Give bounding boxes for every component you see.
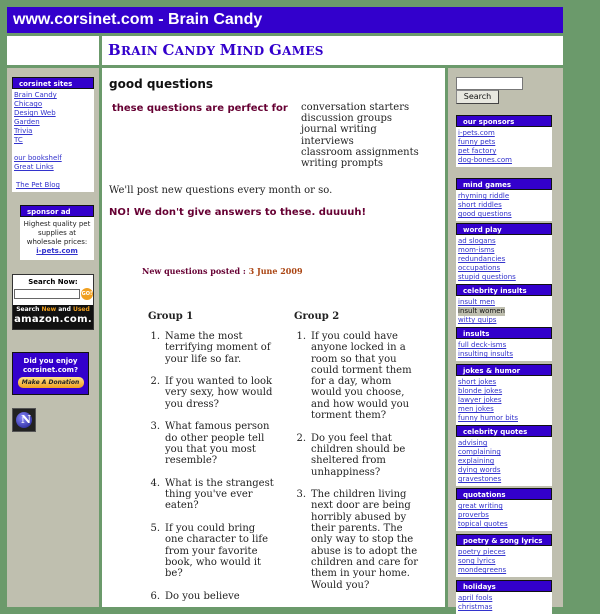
nav-link-pet-factory[interactable]: pet factory <box>458 147 497 155</box>
nav-link-full-deck-isms[interactable]: full deck-isms <box>458 341 507 349</box>
posted-date-line: New questions posted : 3 June 2009 <box>142 266 303 276</box>
nav-section-header: celebrity quotes <box>456 425 552 437</box>
nav-section-insults <box>456 327 552 361</box>
donation-box <box>12 352 89 395</box>
question-item: 5. If you could bring one character to life from your favorite book, who would it be? <box>150 523 269 580</box>
perfect-for-label: these questions are perfect for <box>112 103 288 114</box>
nav-link-good-questions[interactable]: good questions <box>458 210 512 218</box>
perfect-for-list <box>301 102 419 169</box>
nav-section-header: jokes & humor <box>456 364 552 376</box>
nav-link-funny-humor-bits[interactable]: funny humor bits <box>458 414 518 422</box>
nav-section-links <box>456 190 552 221</box>
nav-link-short-jokes[interactable]: short jokes <box>458 378 497 386</box>
amazon-search-input[interactable] <box>14 289 80 299</box>
nav-section-links <box>456 437 552 486</box>
nav-link-poetry-pieces[interactable]: poetry pieces <box>458 548 506 556</box>
link-design-web[interactable]: Design Web <box>14 109 56 117</box>
nav-section-links <box>456 592 552 614</box>
nav-section-links <box>456 500 552 531</box>
nav-link-song-lyrics[interactable]: song lyrics <box>458 557 496 565</box>
post-frequency-note: We'll post new questions every month or so. <box>109 185 333 196</box>
nav-section-header: our sponsors <box>456 115 552 127</box>
nav-link-mondegreens[interactable]: mondegreens <box>458 566 507 574</box>
nav-section-links <box>456 546 552 577</box>
nav-link-mom-isms[interactable]: mom-isms <box>458 246 495 254</box>
page-wrapper <box>7 7 563 611</box>
nav-section-jokes-humor <box>456 364 552 425</box>
nav-section-our-sponsors <box>456 115 552 167</box>
nav-section-links <box>456 127 552 167</box>
group-1-title: Group 1 <box>148 311 194 322</box>
sponsor-ad-header: sponsor ad <box>20 205 94 217</box>
left-sidebar <box>7 68 99 607</box>
nav-section-links <box>456 339 552 361</box>
nav-link-christmas[interactable]: christmas <box>458 603 493 611</box>
nav-link-dying-words[interactable]: dying words <box>458 466 501 474</box>
nav-link-dog-bones-com[interactable]: dog-bones.com <box>458 156 512 164</box>
donation-text: Did you enjoy corsinet.com? <box>22 357 79 374</box>
nav-link-topical-quotes[interactable]: topical quotes <box>458 520 508 528</box>
nav-link-advising[interactable]: advising <box>458 439 488 447</box>
amazon-search-label: Search Now: <box>28 278 78 286</box>
nav-section-header: poetry & song lyrics <box>456 534 552 546</box>
perfect-for-item: classroom assignments <box>301 146 419 158</box>
link-pet-blog[interactable]: The Pet Blog <box>16 181 60 189</box>
question-item: 1. Name the most terrifying moment of your life so far. <box>150 331 271 365</box>
nav-link-short-riddles[interactable]: short riddles <box>458 201 502 209</box>
nav-section-mind-games <box>456 178 552 221</box>
nav-section-links <box>456 376 552 425</box>
nav-link-gravestones[interactable]: gravestones <box>458 475 502 483</box>
link-great-links[interactable]: Great Links <box>14 163 54 171</box>
site-search-input[interactable] <box>456 77 523 90</box>
nav-link-stupid-questions[interactable]: stupid questions <box>458 273 516 281</box>
nav-link-funny-pets[interactable]: funny pets <box>458 138 496 146</box>
corsinet-sites-header: corsinet sites <box>12 77 94 89</box>
question-group-1 <box>148 311 276 613</box>
nav-section-holidays <box>456 580 552 614</box>
nav-link-rhyming-riddle[interactable]: rhyming riddle <box>458 192 510 200</box>
link-chicago[interactable]: Chicago <box>14 100 43 108</box>
nav-section-links <box>456 296 552 327</box>
nav-link-ad-slogans[interactable]: ad slogans <box>458 237 496 245</box>
question-item: 2. If you wanted to look very sexy, how would you dress? <box>150 376 273 410</box>
nav-link-redundancies[interactable]: redundancies <box>458 255 506 263</box>
question-item: 1. If you could have anyone locked in a room so that you could torment them for a day, whom would you choose, and how would you torment them? <box>296 331 412 422</box>
nav-section-poetry-song-lyrics <box>456 534 552 577</box>
perfect-for-item: writing prompts <box>301 158 384 170</box>
corsinet-sites-links <box>12 89 94 192</box>
question-group-2 <box>294 311 422 602</box>
question-item: 2. Do you feel that children should be sheltered from unhappiness? <box>296 432 406 478</box>
main-content <box>102 68 445 607</box>
amazon-logo[interactable]: Search New and Used amazon.com. <box>13 305 93 329</box>
nav-link-witty-quips[interactable]: witty quips <box>458 316 497 324</box>
sponsor-ad-text: Highest quality pet supplies at wholesale prices: i-pets.com <box>23 220 91 255</box>
nav-link-april-fools[interactable]: april fools <box>458 594 493 602</box>
right-sidebar <box>448 68 563 611</box>
site-title-bar <box>7 7 563 33</box>
nav-link-i-pets-com[interactable]: i-pets.com <box>458 129 495 137</box>
nav-link-insulting-insults[interactable]: insulting insults <box>458 350 514 358</box>
nav-link-lawyer-jokes[interactable]: lawyer jokes <box>458 396 502 404</box>
posted-date: 3 June 2009 <box>248 266 303 276</box>
link-garden[interactable]: Garden <box>14 118 40 126</box>
perfect-for-item: interviews <box>301 135 354 147</box>
link-our-bookshelf[interactable]: our bookshelf <box>14 154 62 162</box>
group-2-title: Group 2 <box>294 311 340 322</box>
nav-link-great-writing[interactable]: great writing <box>458 502 503 510</box>
nav-link-insult-men[interactable]: insult men <box>458 298 495 306</box>
perfect-for-item: journal writing <box>301 124 377 136</box>
nav-section-celebrity-insults <box>456 284 552 327</box>
sponsor-ad-link[interactable]: i-pets.com <box>36 247 78 255</box>
header-left-cell <box>7 36 99 65</box>
perfect-for-item: discussion groups <box>301 113 393 125</box>
question-item: 6. Do you believe <box>150 590 240 602</box>
amazon-go-button[interactable]: GO! <box>81 288 93 300</box>
nav-section-header: celebrity insults <box>456 284 552 296</box>
nav-section-word-play <box>456 223 552 284</box>
nav-section-header: insults <box>456 327 552 339</box>
section-title: BRAIN CANDY MIND GAMES <box>102 36 563 65</box>
link-tc[interactable]: TC <box>14 136 23 144</box>
nav-link-blonde-jokes[interactable]: blonde jokes <box>458 387 503 395</box>
site-title: www.corsinet.com - Brain Candy <box>13 11 263 28</box>
nav-link-men-jokes[interactable]: men jokes <box>458 405 494 413</box>
question-item: 3. The children living next door are being horribly abused by their parents. The only way to stop the abuse is to adopt the children and care for them in your home. Would you? <box>296 489 419 591</box>
question-item: 3. What famous person do other people tell you that you most resemble? <box>150 421 270 467</box>
nav-link-complaining[interactable]: complaining <box>458 448 501 456</box>
nav-section-links <box>456 235 552 284</box>
question-item: 4. What is the strangest thing you've ever eaten? <box>150 477 274 512</box>
nav-section-quotations <box>456 488 552 531</box>
nav-section-header: holidays <box>456 580 552 592</box>
perfect-for-item: conversation starters <box>301 102 410 113</box>
nav-section-celebrity-quotes <box>456 425 552 486</box>
no-answers-note: NO! We don't give answers to these. duuuuh! <box>109 207 367 218</box>
link-trivia[interactable]: Trivia <box>14 127 33 135</box>
nav-section-header: word play <box>456 223 552 235</box>
corsinet-sites-box <box>12 77 94 192</box>
nav-link-proverbs[interactable]: proverbs <box>458 511 489 519</box>
nav-link-occupations[interactable]: occupations <box>458 264 501 272</box>
page-title: good questions <box>109 77 214 91</box>
search-button[interactable]: Search <box>456 90 499 104</box>
link-brain-candy[interactable]: Brain Candy <box>14 91 57 99</box>
netscape-badge[interactable] <box>12 408 36 432</box>
amazon-search-widget <box>12 274 94 330</box>
nav-link-insult-women[interactable]: insult women <box>458 307 505 315</box>
nav-section-header: quotations <box>456 488 552 500</box>
sponsor-ad-box <box>20 205 94 260</box>
n-logo-icon: N <box>21 413 32 426</box>
make-donation-button[interactable]: Make A Donation <box>18 377 84 388</box>
nav-section-header: mind games <box>456 178 552 190</box>
nav-link-explaining[interactable]: explaining <box>458 457 495 465</box>
